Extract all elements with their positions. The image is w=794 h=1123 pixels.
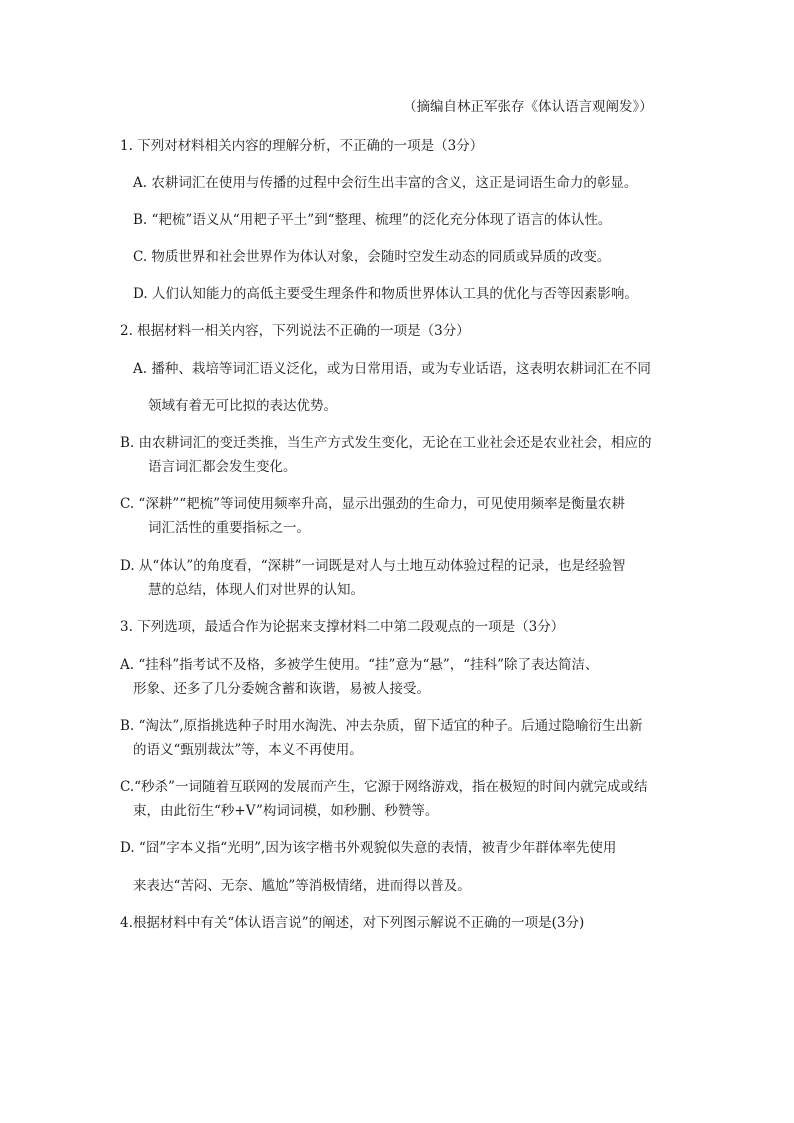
question-2-option-d-line-1: D. 从“体认”的角度看，“深耕”一词既是对人与土地互动体验过程的记录，也是经验智 [120,558,626,574]
question-1-option-d: D. 人们认知能力的高低主要受生理条件和物质世界体认工具的优化与否等因素影响。 [133,286,638,302]
question-3-option-a-line-2: 形象、还多了几分委婉含蓄和诙谐，易被人接受。 [133,681,430,697]
question-2-option-c-line-2: 词汇活性的重要指标之一。 [148,520,310,536]
question-3-option-c-line-1: C.“秒杀”一词随着互联网的发展而产生，它源于网络游戏，指在极短的时间内就完成或结 [120,779,648,795]
question-2-stem: 2. 根据材料一相关内容，下列说法不正确的一项是（3分） [120,323,470,339]
question-2-option-a-line-2: 领域有着无可比拟的表达优势。 [148,398,337,414]
question-3-option-c-line-2: 束，由此衍生“秒+V”构词词模，如秒删、秒赞等。 [133,803,439,819]
question-2-option-d-line-2: 慧的总结，体现人们对世界的认知。 [148,582,364,598]
source-citation: （摘编自林正军张存《体认语言观阐发》） [403,99,653,115]
question-2-option-c-line-1: C. “深耕”“耙梳”等词使用频率升高，显示出强劲的生命力，可见使用频率是衡量农耕 [120,496,626,512]
question-2-option-a-line-1: A. 播种、栽培等词汇语义泛化，或为日常用语，或为专业话语，这表明农耕词汇在不同 [133,361,651,377]
question-1-option-b: B. “耙梳”语义从“用耙子平土”到“整理、梳理”的泛化充分体现了语言的体认性。 [133,212,612,228]
question-3-stem: 3. 下列选项，最适合作为论据来支撑材料二中第二段观点的一项是（3分） [120,619,565,635]
question-2-option-b-line-2: 语言词汇都会发生变化。 [148,459,297,475]
question-2-option-b-line-1: B. 由农耕词汇的变迁类推，当生产方式发生变化，无论在工业社会还是农业社会，相应的 [120,435,652,451]
question-3-option-d-line-2: 来表达“苦闷、无奈、尴尬”等消极情绪，进而得以普及。 [133,878,471,894]
question-1-option-c: C. 物质世界和社会世界作为体认对象，会随时空发生动态的同质或异质的改变。 [133,249,611,265]
question-4-stem: 4.根据材料中有关“体认语言说”的阐述，对下列图示解说不正确的一项是(3分) [120,915,585,931]
question-3-option-b-line-2: 的语义“甄别裁汰”等，本义不再使用。 [133,742,363,758]
question-3-option-d-line-1: D. “囧”字本义指“光明”,因为该字楷书外观貌似失意的表情，被青少年群体率先使用 [120,840,617,856]
question-3-option-b-line-1: B. “淘汰”,原指挑选种子时用水淘洗、冲去杂质，留下适宜的种子。后通过隐喻衍生出新 [120,718,643,734]
question-1-stem: 1. 下列对材料相关内容的理解分析，不正确的一项是（3分） [120,138,484,154]
question-3-option-a-line-1: A. “挂科”指考试不及格，多被学生使用。“挂”意为“悬”，“挂科”除了表达简洁、 [120,657,599,673]
question-1-option-a: A. 农耕词汇在使用与传播的过程中会衍生出丰富的含义，这正是词语生命力的彰显。 [133,175,638,191]
